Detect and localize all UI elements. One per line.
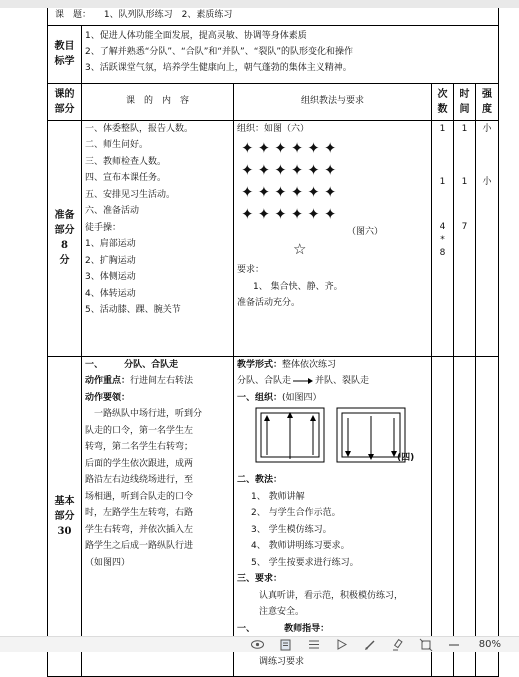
- method-label: 二、教法：: [237, 475, 283, 485]
- prep-organization: [234, 120, 432, 356]
- prep-intensity: 小 小: [476, 120, 499, 356]
- prep-times: 1 1 4 * 8: [432, 120, 454, 356]
- eye-icon[interactable]: [251, 638, 265, 652]
- flow-right: 并队、裂队走: [315, 376, 370, 386]
- prep-item: 5、活动膝、踝、腕关节: [85, 305, 181, 315]
- prep-item: 五、安排见习生活动。: [85, 189, 176, 200]
- list-view-icon[interactable]: [307, 638, 321, 652]
- teacher-star-icon: ☆: [293, 240, 307, 258]
- lesson-title-value: 1、队列队形练习 2、素质练习: [103, 10, 233, 20]
- goal-item: 3、活跃课堂气氛，培养学生健康向上，朝气蓬勃的集体主义精神。: [85, 62, 352, 73]
- header-organization: 组织教法与要求: [234, 83, 432, 120]
- desc-line: （如图四）: [85, 557, 131, 568]
- pen-icon[interactable]: [363, 638, 377, 652]
- field-diagram: [255, 406, 415, 468]
- header-intensity: 强 度: [476, 83, 499, 120]
- prep-item: 二、师生问好。: [85, 140, 149, 150]
- basic-side-label: 基本 部分 30: [48, 356, 82, 676]
- formation-star-grid: ✦✦✦✦✦✦ ✦✦✦✦✦✦ ✦✦✦✦✦✦ ✦✦✦✦✦✦: [241, 139, 341, 223]
- goals-row: [48, 25, 499, 83]
- prep-req-title: 要求：: [237, 265, 265, 275]
- fit-page-icon[interactable]: [419, 638, 433, 652]
- flow-left: 分队、合队走: [237, 376, 292, 386]
- lesson-title-label: 课 题：: [55, 10, 92, 20]
- prep-item: 2、扩胸运动: [85, 255, 136, 266]
- figure-caption: （图六）: [346, 227, 383, 237]
- prep-item: 三、教师检查人数。: [85, 156, 167, 167]
- desc-line: 队走的口令，第一名学生左: [85, 425, 194, 436]
- prep-side-label: 准备 部分 8 分: [48, 120, 82, 356]
- figure-four-diagram: [237, 406, 428, 472]
- play-icon[interactable]: [335, 638, 349, 652]
- status-toolbar: [0, 636, 519, 652]
- key-text: 行进间左右转法: [130, 376, 194, 386]
- basic-content: [82, 356, 234, 676]
- prep-item: 一、体委整队，报告人数。: [85, 123, 194, 134]
- form-label: 教学形式：: [237, 359, 283, 370]
- basic-req-title: 三、要求：: [237, 574, 283, 584]
- lesson-title-row: [48, 8, 499, 25]
- basic-req-item: 注意安全。: [259, 607, 305, 617]
- prep-req-1: 1、 集合快、静、齐。: [253, 281, 343, 292]
- prep-item: 四、宣布本课任务。: [85, 173, 167, 183]
- figure-four-label: (四): [397, 453, 415, 463]
- goal-item: 1、促进人体功能全面发展，提高灵敏、协调等身体素质: [85, 30, 307, 41]
- desc-line: 一路纵队中场行进，听到分: [85, 409, 203, 419]
- prep-item: 徒手操：: [85, 222, 122, 233]
- top-margin: [0, 0, 519, 8]
- basic-title-num: 一、: [85, 359, 104, 370]
- desc-line: 后面的学生依次跟进，成两: [85, 458, 194, 469]
- prep-item: 1、肩部运动: [85, 239, 136, 249]
- arrow-right-icon: [293, 377, 313, 385]
- method-item: 4、 教师讲明练习要求。: [251, 541, 350, 551]
- basic-title: 分队、合队走: [124, 359, 179, 370]
- goal-item: 2、了解并熟悉“分队”、“合队”和“并队”、“裂队”的队形变化和操作: [85, 46, 354, 57]
- zoom-out-icon[interactable]: [447, 638, 461, 652]
- desc-line: 路学生之后成一路纵队行进: [85, 541, 194, 551]
- prep-item: 六、准备活动: [85, 206, 140, 216]
- prep-row: [48, 120, 499, 356]
- org-fig: (如图四）: [282, 392, 322, 403]
- method-item: 5、 学生按要求进行练习。: [251, 557, 359, 568]
- org-label: 一、组织：: [237, 392, 283, 403]
- form-text: 整体依次练习: [282, 359, 337, 370]
- header-duration: 时 间: [454, 83, 476, 120]
- prep-item: 3、体侧运动: [85, 272, 136, 282]
- prep-org-title: 组织：如图（六）: [237, 123, 310, 134]
- header-part: 课的 部分: [48, 83, 82, 120]
- prep-durations: 1 1 7: [454, 120, 476, 356]
- method-item: 3、 学生模仿练习。: [251, 524, 332, 535]
- desc-line: 时，左路学生左转弯，右路: [85, 508, 194, 518]
- prep-content: [82, 120, 234, 356]
- req-label: 动作要领：: [85, 392, 131, 403]
- prep-item: 4、体转运动: [85, 288, 136, 299]
- guide-num: 一、: [237, 623, 256, 634]
- basic-organization: [234, 356, 432, 676]
- desc-line: 场相遇，听到合队走的口令: [85, 491, 194, 502]
- prep-req-2: 准备活动充分。: [237, 298, 301, 308]
- lesson-plan-table: [47, 8, 499, 677]
- basic-times: [432, 356, 454, 676]
- method-item: 2、 与学生合作示范。: [251, 508, 341, 518]
- desc-line: 转弯，第二名学生右转弯；: [85, 442, 194, 452]
- basic-row: [48, 356, 499, 676]
- header-content: 课 的 内 容: [82, 83, 234, 120]
- page-view-icon[interactable]: [279, 638, 293, 652]
- header-times: 次 数: [432, 83, 454, 120]
- key-label: 动作重点：: [85, 376, 131, 386]
- desc-line: 学生右转弯，并依次插入左: [85, 524, 194, 535]
- highlighter-icon[interactable]: [391, 638, 405, 652]
- guide-label: 教师指导：: [284, 623, 330, 634]
- basic-intensity: [476, 356, 499, 676]
- goals-label: 教目 标学: [48, 25, 82, 83]
- basic-durations: [454, 356, 476, 676]
- header-row: [48, 83, 499, 120]
- guide-line: 调练习要求: [259, 656, 305, 667]
- basic-req-item: 认真听讲，看示范，积极模仿练习，: [259, 590, 404, 601]
- desc-line: 路沿左右边线绕场进行，至: [85, 475, 194, 485]
- method-item: 1、 教师讲解: [251, 491, 305, 502]
- zoom-level[interactable]: 80%: [478, 639, 501, 650]
